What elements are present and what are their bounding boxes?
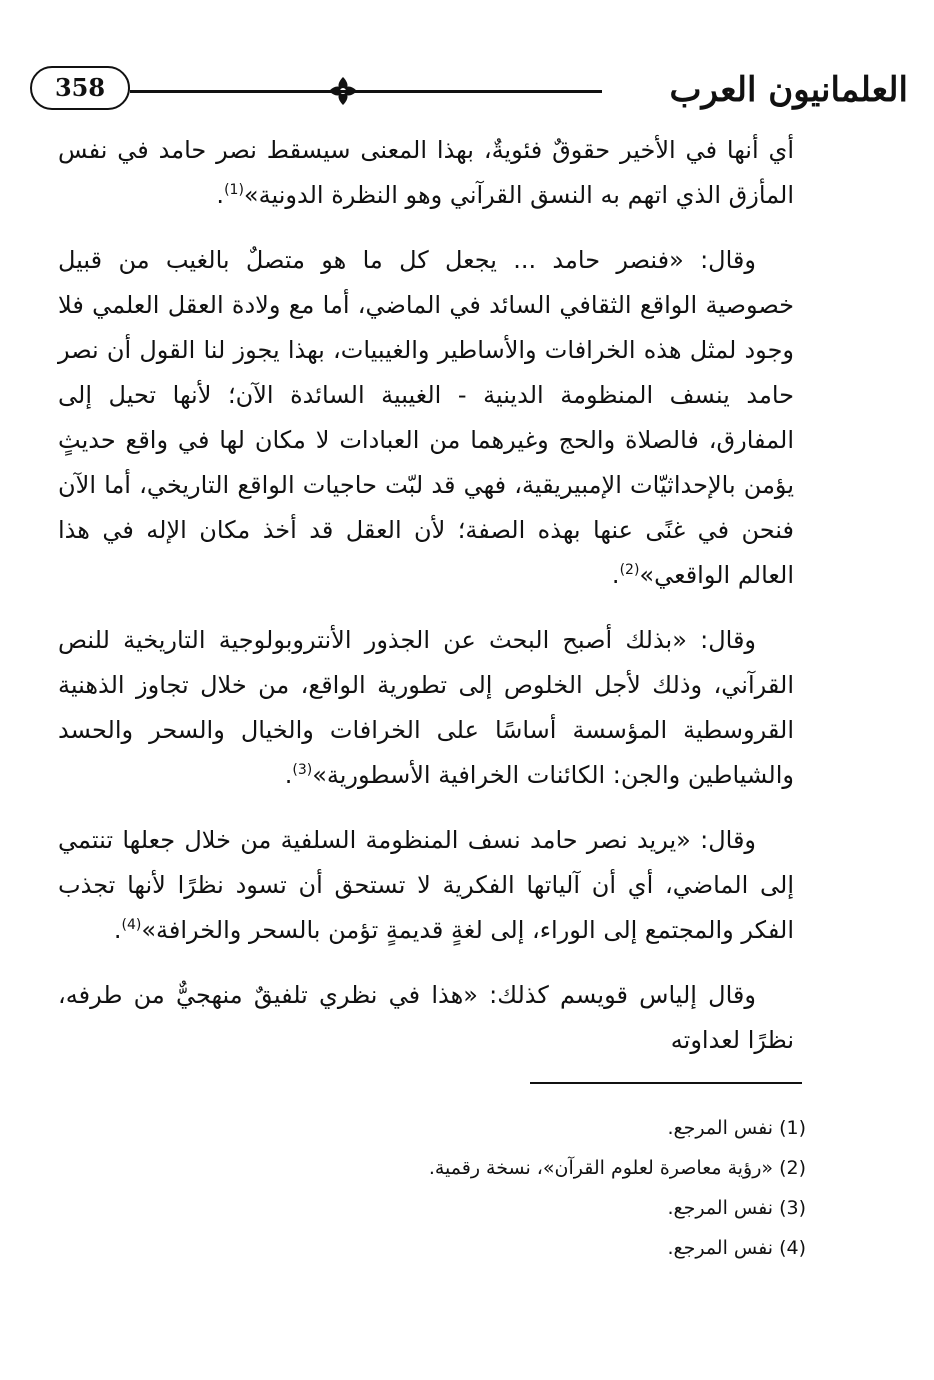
- footnote-ref: (2): [619, 562, 640, 578]
- paragraph: وقال: «يريد نصر حامد نسف المنظومة السلفية من خلال جعلها تنتمي إلى الماضي، أي أن آلياتها الفكرية لا تستحق أن تسود نظرًا لأنها تجذب الفكر والمجتمع إلى الوراء، إلى لغةٍ قديمةٍ تؤمن بالسحر والخرافة»$^{(4)}$.: [58, 826, 794, 944]
- footnote: (4) نفس المرجع.: [667, 1237, 806, 1259]
- footnote: (1) نفس المرجع.: [667, 1117, 806, 1139]
- footnotes: [58, 1108, 806, 1268]
- paragraph: وقال: «بذلك أصبح البحث عن الجذور الأنتروبولوجية التاريخية للنص القرآني، وذلك لأجل الخلوص إلى تطورية الواقع، من خلال تجاوز الذهنية القروسطية المؤسسة أساسًا على الخرافات والخيال والسحر والحسد والشياطين والجن: الكائنات الخرافية الأسطورية»$^{(3)}$.: [58, 626, 794, 789]
- running-title: العلمانيون العرب: [669, 70, 908, 110]
- page-number: 358: [30, 66, 130, 110]
- footnote-ref: (1): [224, 182, 244, 198]
- paragraph: أي أنها في الأخير حقوقٌ فئويةٌ، بهذا المعنى سيسقط نصر حامد في نفس المأزق الذي اتهم به النسق القرآني وهو النظرة الدونية»$^{(1)}$.: [58, 136, 794, 209]
- page-header: [30, 62, 908, 122]
- footnote: (2) «رؤية معاصرة لعلوم القرآن»، نسخة رقمية.: [428, 1157, 806, 1179]
- footnote-separator: [530, 1082, 802, 1084]
- footnote: (3) نفس المرجع.: [667, 1197, 806, 1219]
- footnote-ref: (4): [121, 917, 142, 933]
- main-text: [58, 128, 794, 1063]
- paragraph: وقال إلياس قويسم كذلك: «هذا في نظري تلفيقٌ منهجيٌّ من طرفه، نظرًا لعداوته: [58, 981, 794, 1054]
- footnote-ref: (3): [292, 762, 313, 778]
- paragraph: وقال: «فنصر حامد ... يجعل كل ما هو متصلٌ بالغيب من قبيل خصوصية الواقع الثقافي السائد في الماضي، أما مع ولادة العقل العلمي فلا وجود لمثل هذه الخرافات والأساطير والغيبيات، بهذا يجوز لنا القول أن نصر حامد ينسف المنظومة الدينية - الغيبية السائدة الآن؛ لأنها تحيل إلى المفارق، فالصلاة والحج وغيرهما من العبادات لا مكان لها في واقع حديثٍ يؤمن بالإحداثيّات الإمبيريقية، فهي قد لبّت حاجيات الواقع التاريخي، أما الآن فنحن في غنًى عنها بهذه الصفة؛ لأن العقل قد أخذ مكان الإله في هذا العالم الواقعي»$^{(2)}$.: [58, 246, 794, 589]
- header-rule: [130, 90, 602, 93]
